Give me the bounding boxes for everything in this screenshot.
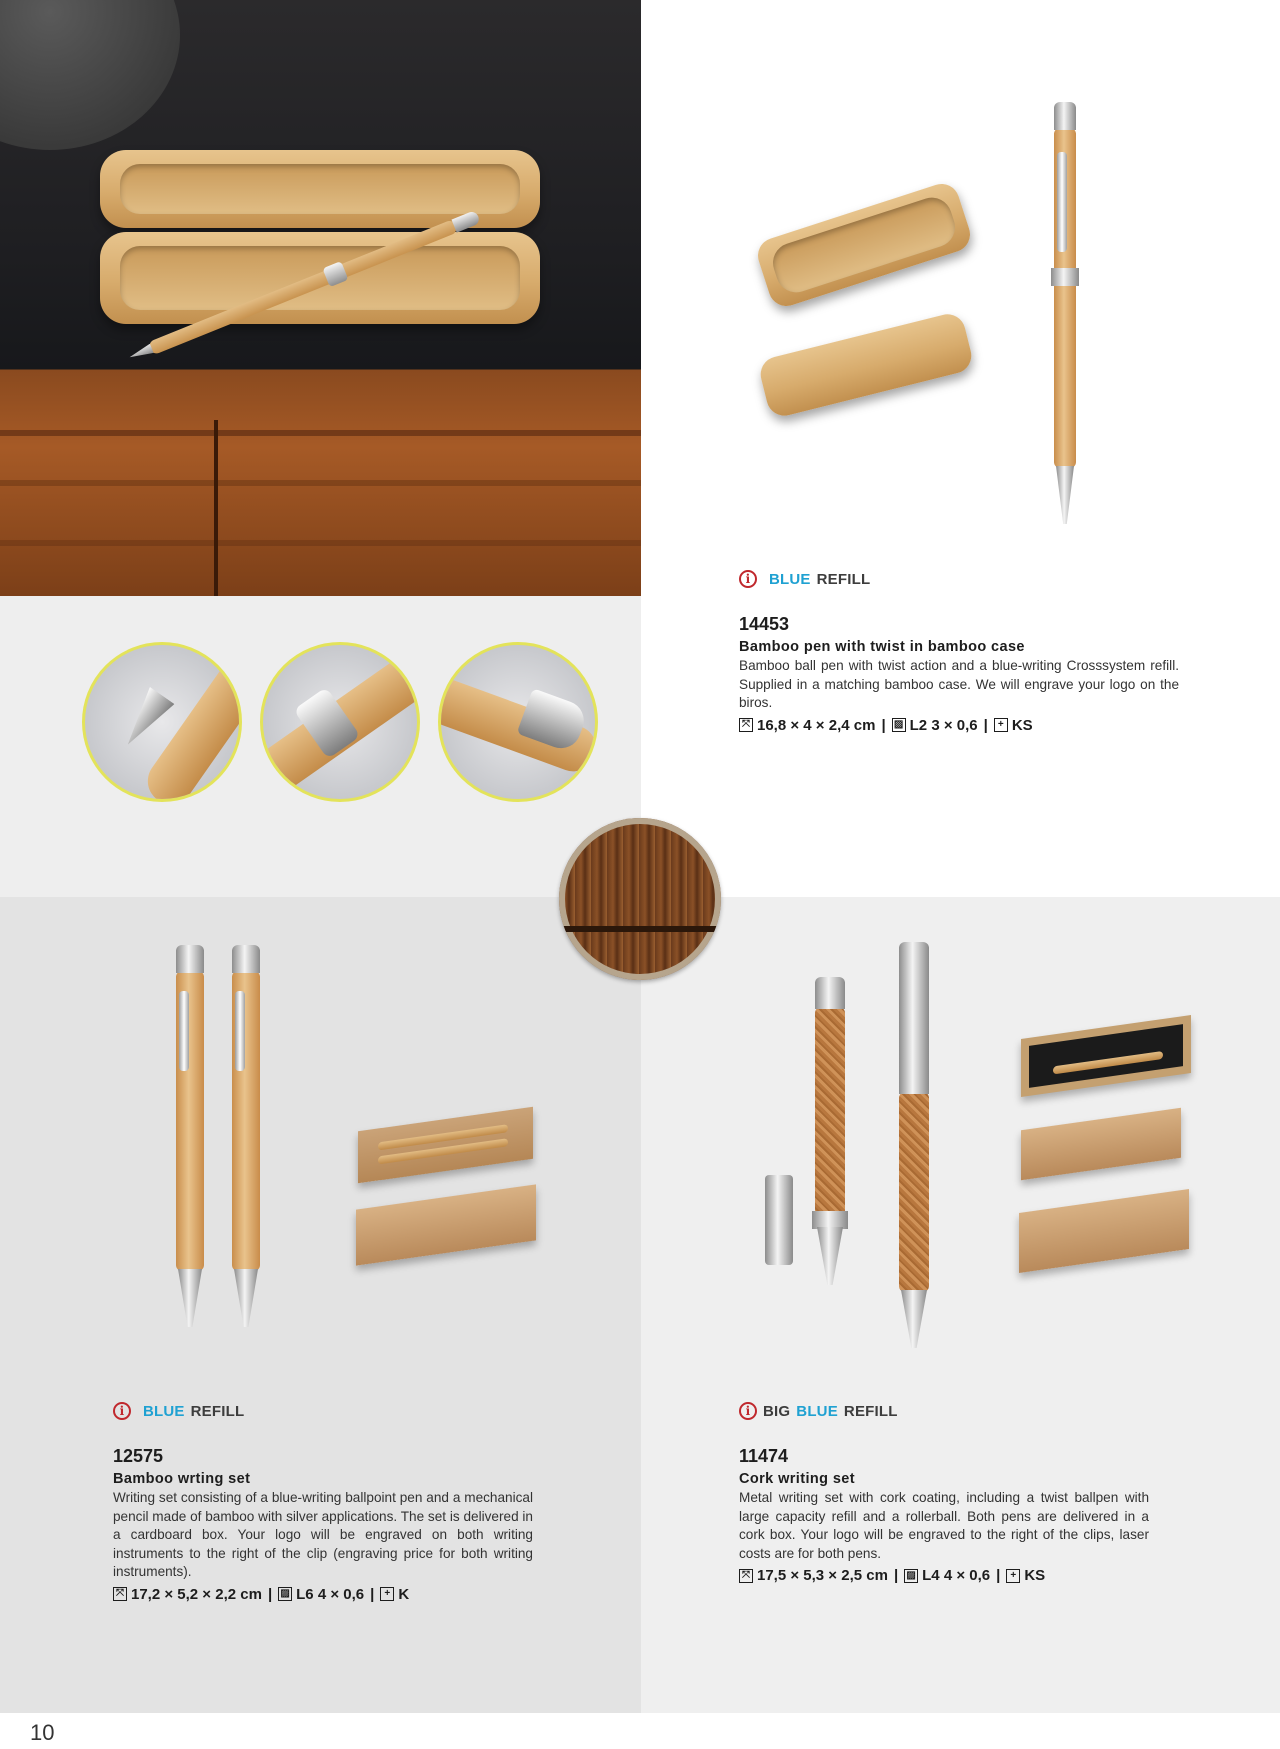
vase-shape [0,0,180,150]
refill-label: i BLUE REFILL [113,1402,533,1420]
cork-twist-ballpen [899,1092,929,1292]
print-area-icon: ▨ [278,1587,292,1601]
open-cardboard-box [358,1107,533,1184]
open-bamboo-case [753,179,974,310]
page-number: 10 [30,1720,55,1745]
product-title: Bamboo pen with twist in bamboo case [739,639,1025,655]
product-description: Writing set consisting of a blue-writing ballpoint pen and a mechanical pencil made of bamboo with silver applications. The set is delivered in a cardboard box. Your logo will be engraved on both writing instruments to the right of the clip (engraving price for both writing instruments). [113,1490,533,1580]
product-11474-panel [641,897,1280,1713]
product-14453-panel [641,0,1280,897]
print-area-icon: ▨ [892,718,906,732]
closed-cork-box [1021,1108,1181,1180]
product-specs: ⤧ 17,5 × 5,3 × 2,5 cm | ▨ L4 4 × 0,6 | + KS [739,1567,1149,1584]
rollerball-cap [765,1175,793,1265]
detail-cap-circle [438,642,598,802]
wood-texture-disc [559,818,721,980]
closed-bamboo-case [757,310,975,419]
standing-bamboo-pen [1054,128,1076,468]
product-code: 14453 [739,614,790,634]
engraved-cork-box [1019,1189,1189,1273]
open-cork-box [1021,1015,1191,1097]
dimensions-arrows-icon: ⤧ [113,1587,127,1601]
dimensions-arrows-icon: ⤧ [739,718,753,732]
info-circle-icon: i [739,570,757,588]
refill-label: i BLUE REFILL [739,570,1179,588]
product-title: Bamboo wrting set [113,1471,251,1487]
product-description: Bamboo ball pen with twist action and a blue-writing Crosssystem refill. Supplied in a matching bamboo case. We will engrave your logo on the biros. [739,658,1179,711]
refill-label: i BIG BLUE REFILL [739,1402,1149,1420]
product-specs: ⤧ 16,8 × 4 × 2,4 cm | ▨ L2 3 × 0,6 | + KS [739,717,1179,734]
product-code: 12575 [113,1446,164,1466]
detail-ring-circle [260,642,420,802]
packaging-grid-icon: + [1006,1569,1020,1583]
info-circle-icon: i [113,1402,131,1420]
detail-tip-circle [82,642,242,802]
product-specs: ⤧ 17,2 × 5,2 × 2,2 cm | ▨ L6 4 × 0,6 | + K [113,1586,533,1603]
packaging-grid-icon: + [994,718,1008,732]
detail-panel [0,596,641,897]
product-description: Metal writing set with cork coating, including a twist ballpen with large capacity refill and a rollerball. Both pens are delivered in a cork box. Your logo will be engraved to the right of the clips, laser costs are for both pens. [739,1490,1149,1561]
lifestyle-photo [0,0,641,596]
product-12575-panel [0,897,641,1713]
bamboo-mechanical-pencil [232,971,260,1271]
packaging-grid-icon: + [380,1587,394,1601]
bamboo-ballpoint-pen [176,971,204,1271]
dimensions-arrows-icon: ⤧ [739,1569,753,1583]
product-code: 11474 [739,1446,789,1466]
cork-rollerball [815,1007,845,1229]
info-circle-icon: i [739,1402,757,1420]
product-title: Cork writing set [739,1471,855,1487]
product-info-11474 [739,1402,1149,1584]
product-info-12575 [113,1402,533,1603]
product-info-14453 [739,570,1179,734]
closed-cardboard-box [356,1184,536,1265]
print-area-icon: ▨ [904,1569,918,1583]
